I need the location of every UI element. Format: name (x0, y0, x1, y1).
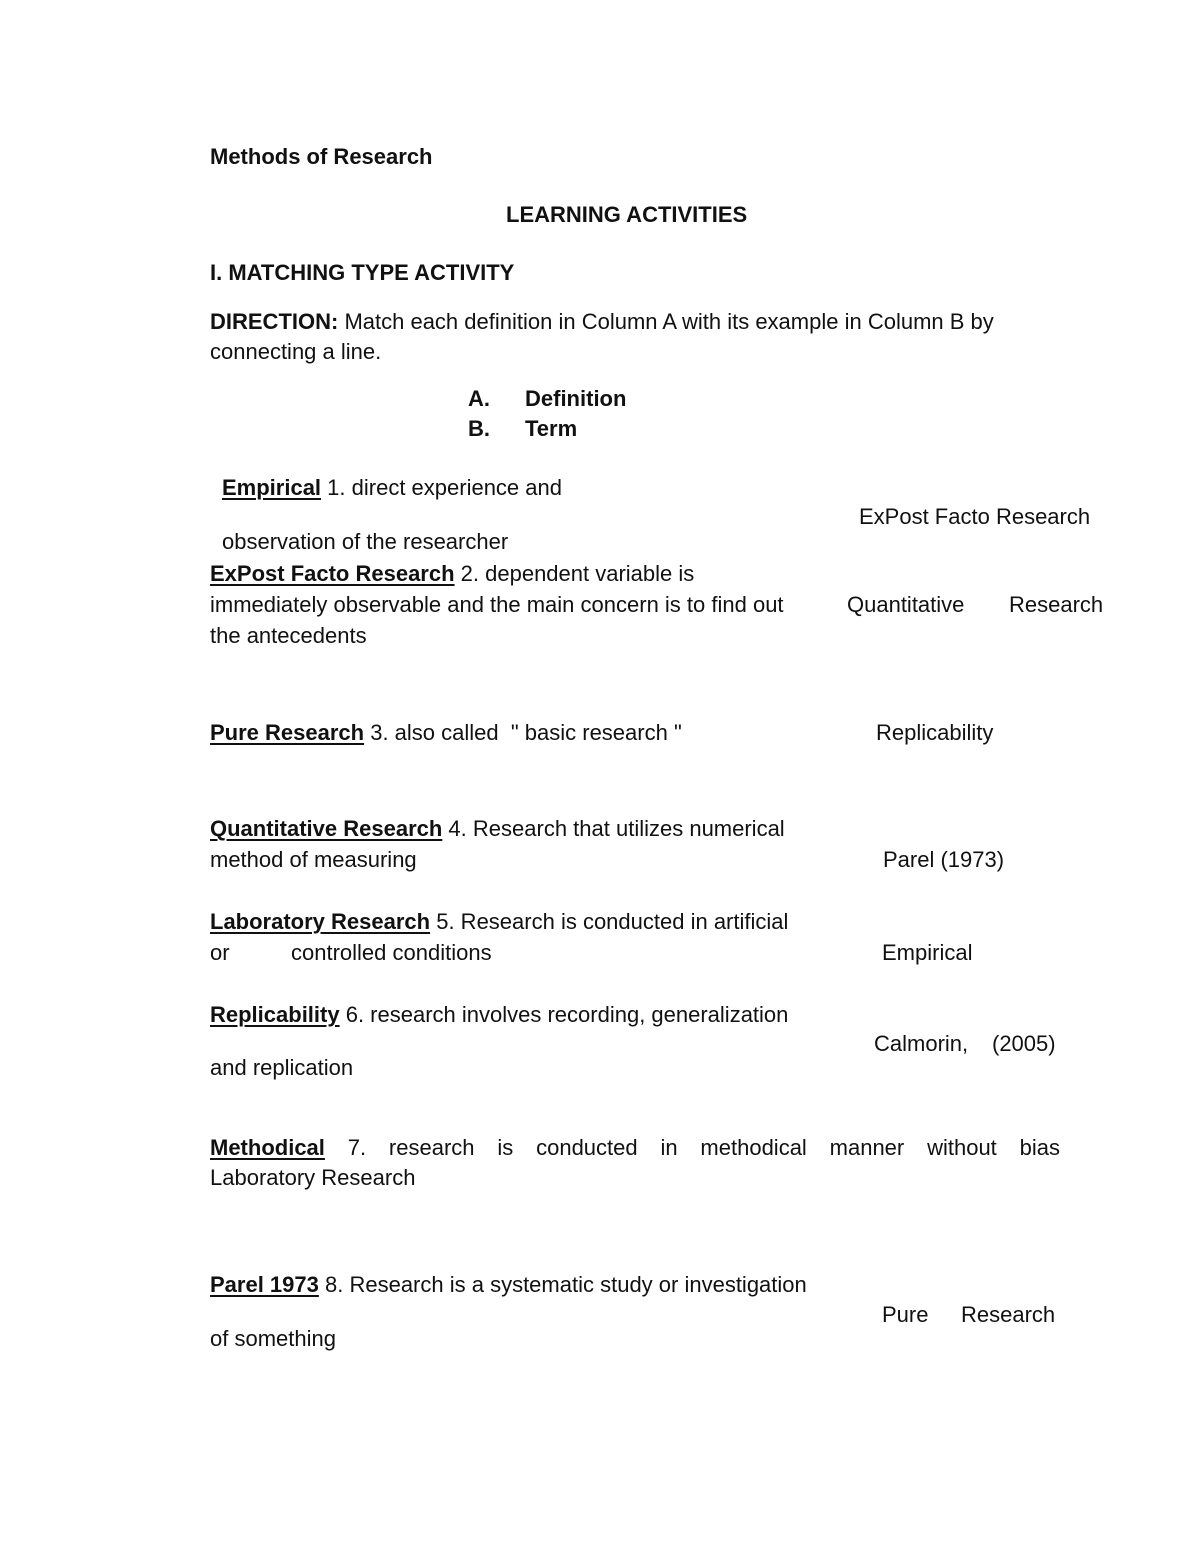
item-1-definition (222, 477, 562, 499)
column-a-label: Definition (525, 386, 627, 411)
column-b-term-1: ExPost Facto Research (859, 504, 1091, 529)
item-5-number: 5. (430, 909, 455, 934)
item-2-text-continued: immediately observable and the main concern is to find out (210, 592, 784, 617)
item-5-answer: Laboratory Research (210, 909, 431, 934)
item-7-definition (210, 1137, 1060, 1159)
item-4-text: Research that utilizes numerical (466, 816, 785, 841)
item-6-definition (210, 1004, 788, 1026)
item-7-number: 7. (324, 1135, 367, 1160)
item-6-answer: Replicability (210, 1002, 340, 1027)
item-7-text: research is conducted in methodical manner without bias (366, 1135, 1060, 1160)
item-1-text-continued: observation of the researcher (222, 529, 509, 554)
item-4-answer: Quantitative Research (210, 816, 443, 841)
column-b-term-2-a: Quantitative (847, 592, 965, 617)
page-title: LEARNING ACTIVITIES (506, 202, 748, 227)
direction-label: DIRECTION: (210, 309, 339, 334)
column-b-term-6-b: (2005) (992, 1031, 1056, 1056)
item-1-answer: Empirical (222, 475, 322, 500)
item-1-text: direct experience and (345, 475, 562, 500)
item-5-text-continued-b: controlled conditions (291, 940, 492, 965)
item-8-text: Research is a systematic study or investigation (343, 1272, 807, 1297)
item-5-text: Research is conducted in artificial (454, 909, 789, 934)
item-6-text: research involves recording, generalization (364, 1002, 789, 1027)
item-4-definition (210, 818, 785, 840)
column-b-term-5: Empirical (882, 940, 973, 965)
item-3-answer: Pure Research (210, 720, 365, 745)
column-b-term-7-b: Research (961, 1302, 1056, 1327)
item-8-definition (210, 1274, 807, 1296)
item-7-answer: Methodical (210, 1135, 325, 1160)
item-4-text-continued: method of measuring (210, 847, 417, 872)
item-6-number: 6. (339, 1002, 365, 1027)
item-6-text-continued: and replication (210, 1055, 354, 1080)
item-3-number: 3. (364, 720, 389, 745)
item-2-text: dependent variable is (479, 561, 695, 586)
column-b-term-7-a: Pure (882, 1302, 929, 1327)
item-4-number: 4. (442, 816, 467, 841)
section-heading: I. MATCHING TYPE ACTIVITY (210, 260, 515, 285)
column-b-term-3: Replicability (876, 720, 994, 745)
item-2-text-continued-2: the antecedents (210, 623, 367, 648)
item-7-text-continued: Laboratory Research (210, 1165, 416, 1190)
course-title: Methods of Research (210, 144, 433, 169)
item-3-text: also called " basic research " (388, 720, 682, 745)
item-1-number: 1. (321, 475, 346, 500)
item-8-text-continued: of something (210, 1326, 336, 1351)
item-2-answer: ExPost Facto Research (210, 561, 455, 586)
item-8-answer: Parel 1973 (210, 1272, 319, 1297)
item-5-text-continued-a: or (210, 940, 230, 965)
item-8-number: 8. (318, 1272, 344, 1297)
column-b-term-2-b: Research (1009, 592, 1104, 617)
item-3-definition (210, 722, 682, 744)
direction-body: Match each definition in Column A with its example in Column B by (338, 309, 994, 334)
column-b-marker: B. (468, 416, 490, 441)
item-2-number: 2. (454, 561, 480, 586)
direction-text-continued: connecting a line. (210, 339, 382, 364)
item-5-definition (210, 911, 788, 933)
column-b-term-4: Parel (1973) (883, 847, 1005, 872)
column-a-marker: A. (468, 386, 490, 411)
item-2-definition (210, 563, 694, 585)
direction-text (210, 311, 994, 333)
column-b-term-6-a: Calmorin, (874, 1031, 969, 1056)
column-b-label: Term (525, 416, 578, 441)
